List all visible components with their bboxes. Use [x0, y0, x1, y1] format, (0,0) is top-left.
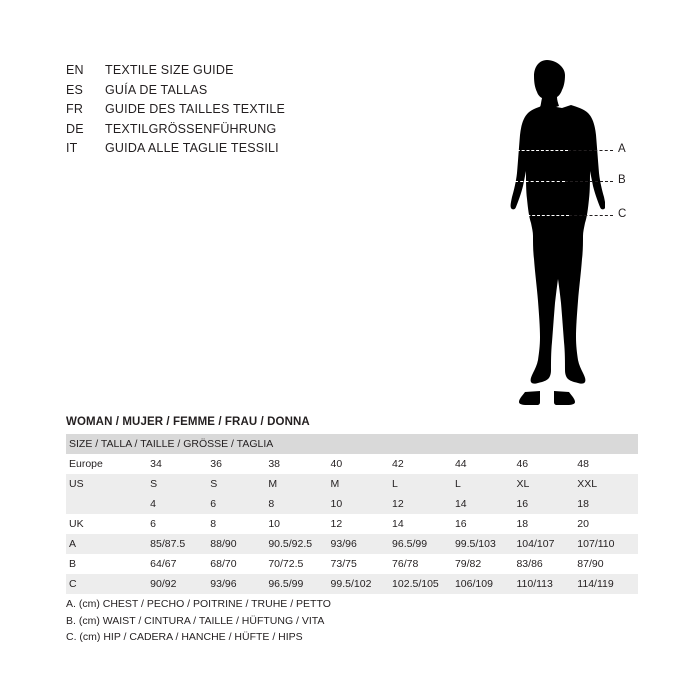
waist-dashed-line [515, 181, 565, 182]
row-label-a: A [69, 538, 77, 550]
cell: 18 [577, 498, 589, 510]
table-row [66, 534, 638, 554]
cell: XXL [577, 478, 598, 490]
size-table-area [66, 416, 638, 594]
hip-dashed-line [508, 215, 569, 216]
cell: 76/78 [392, 558, 419, 570]
cell: 12 [330, 518, 343, 530]
table-header-label: SIZE / TALLA / TAILLE / GRÖSSE / TAGLIA [69, 438, 274, 450]
cell: 16 [454, 518, 467, 530]
measure-label-c: C [618, 208, 627, 220]
cell: 93/96 [330, 538, 357, 550]
row-label-europe: Europe [69, 458, 103, 470]
language-row-fr [66, 102, 396, 122]
language-row-es [66, 83, 396, 103]
table-row [66, 454, 638, 474]
language-row-en [66, 63, 396, 83]
cell: 88/90 [210, 538, 237, 550]
cell: 44 [454, 458, 467, 470]
cell: 34 [150, 458, 162, 470]
table-row [66, 554, 638, 574]
language-code-de: DE [66, 121, 84, 136]
cell: 64/67 [150, 558, 177, 570]
language-title-es: GUÍA DE TALLAS [105, 82, 208, 97]
cell: 10 [330, 498, 343, 510]
language-code-fr: FR [66, 102, 84, 116]
cell: 70/72.5 [268, 558, 304, 570]
table-row [66, 514, 638, 534]
cell: 83/86 [516, 558, 543, 570]
note-waist: B. (cm) WAIST / CINTURA / TAILLE / HÜFTUNG / VITA [66, 614, 325, 627]
row-label-us-numeric [66, 494, 150, 514]
cell: 18 [516, 518, 529, 530]
size-table [66, 434, 638, 594]
language-code-en: EN [66, 63, 84, 77]
cell: 38 [268, 458, 280, 470]
cell: 99.5/103 [454, 538, 496, 550]
cell: 87/90 [577, 558, 604, 570]
language-code-it: IT [66, 141, 78, 155]
cell: L [454, 478, 461, 490]
cell: 102.5/105 [392, 578, 439, 590]
cell: S [210, 478, 218, 490]
chest-dashed-line [512, 150, 568, 151]
cell: 8 [268, 498, 275, 510]
cell: 73/75 [330, 558, 357, 570]
cell: 6 [150, 518, 156, 530]
cell: 110/113 [516, 578, 553, 590]
cell: 85/87.5 [150, 538, 186, 550]
language-title-it: GUIDA ALLE TAGLIE TESSILI [105, 141, 279, 155]
language-title-block [66, 63, 396, 161]
cell: 16 [516, 498, 529, 510]
note-chest: A. (cm) CHEST / PECHO / POITRINE / TRUHE / PETTO [66, 598, 331, 610]
row-label-b: B [69, 558, 77, 570]
cell: 104/107 [516, 538, 555, 550]
table-group-title: WOMAN / MUJER / FEMME / FRAU / DONNA [66, 416, 310, 428]
cell: M [268, 478, 278, 490]
cell: 79/82 [454, 558, 482, 570]
measure-label-b: B [618, 174, 626, 186]
cell: 68/70 [210, 558, 237, 570]
measurement-notes [66, 596, 566, 646]
waist-leader-line [565, 181, 613, 182]
table-row [66, 494, 638, 514]
measurement-figure [455, 48, 655, 418]
cell: 14 [454, 498, 467, 510]
cell: 20 [577, 518, 589, 530]
row-label-us: US [69, 478, 84, 490]
cell: S [150, 478, 158, 490]
table-row [66, 474, 638, 494]
cell: 36 [210, 458, 222, 470]
cell: 96.5/99 [268, 578, 304, 590]
cell: 99.5/102 [330, 578, 372, 590]
cell: XL [516, 478, 530, 490]
cell: 48 [577, 458, 589, 470]
cell: 12 [392, 498, 404, 510]
language-code-es: ES [66, 82, 84, 97]
cell: 46 [516, 458, 529, 470]
hip-leader-line [569, 215, 613, 216]
note-hip: C. (cm) HIP / CADERA / HANCHE / HÜFTE / HIPS [66, 631, 303, 643]
cell: 10 [268, 518, 280, 530]
row-label-c: C [69, 578, 77, 590]
cell: 106/109 [454, 578, 493, 590]
cell: L [392, 478, 398, 490]
cell: M [330, 478, 340, 490]
cell: 6 [210, 498, 217, 510]
cell: 90/92 [150, 578, 177, 590]
cell: 90.5/92.5 [268, 538, 313, 550]
cell: 4 [150, 498, 156, 510]
woman-silhouette-icon [485, 48, 605, 418]
cell: 42 [392, 458, 404, 470]
language-row-de [66, 122, 396, 142]
row-label-uk: UK [69, 518, 84, 530]
language-title-fr: GUIDE DES TAILLES TEXTILE [105, 102, 286, 116]
table-header-row [66, 434, 638, 454]
cell: 114/119 [577, 578, 614, 590]
cell: 14 [392, 518, 404, 530]
cell: 107/110 [577, 538, 615, 550]
language-title-de: TEXTILGRÖSSENFÜHRUNG [105, 121, 277, 136]
language-row-it [66, 141, 396, 161]
table-row [66, 574, 638, 594]
measure-label-a: A [618, 143, 626, 155]
cell: 8 [210, 518, 217, 530]
cell: 96.5/99 [392, 538, 428, 550]
language-title-en: TEXTILE SIZE GUIDE [105, 63, 234, 77]
cell: 40 [330, 458, 343, 470]
cell: 93/96 [210, 578, 237, 590]
chest-leader-line [568, 150, 613, 151]
